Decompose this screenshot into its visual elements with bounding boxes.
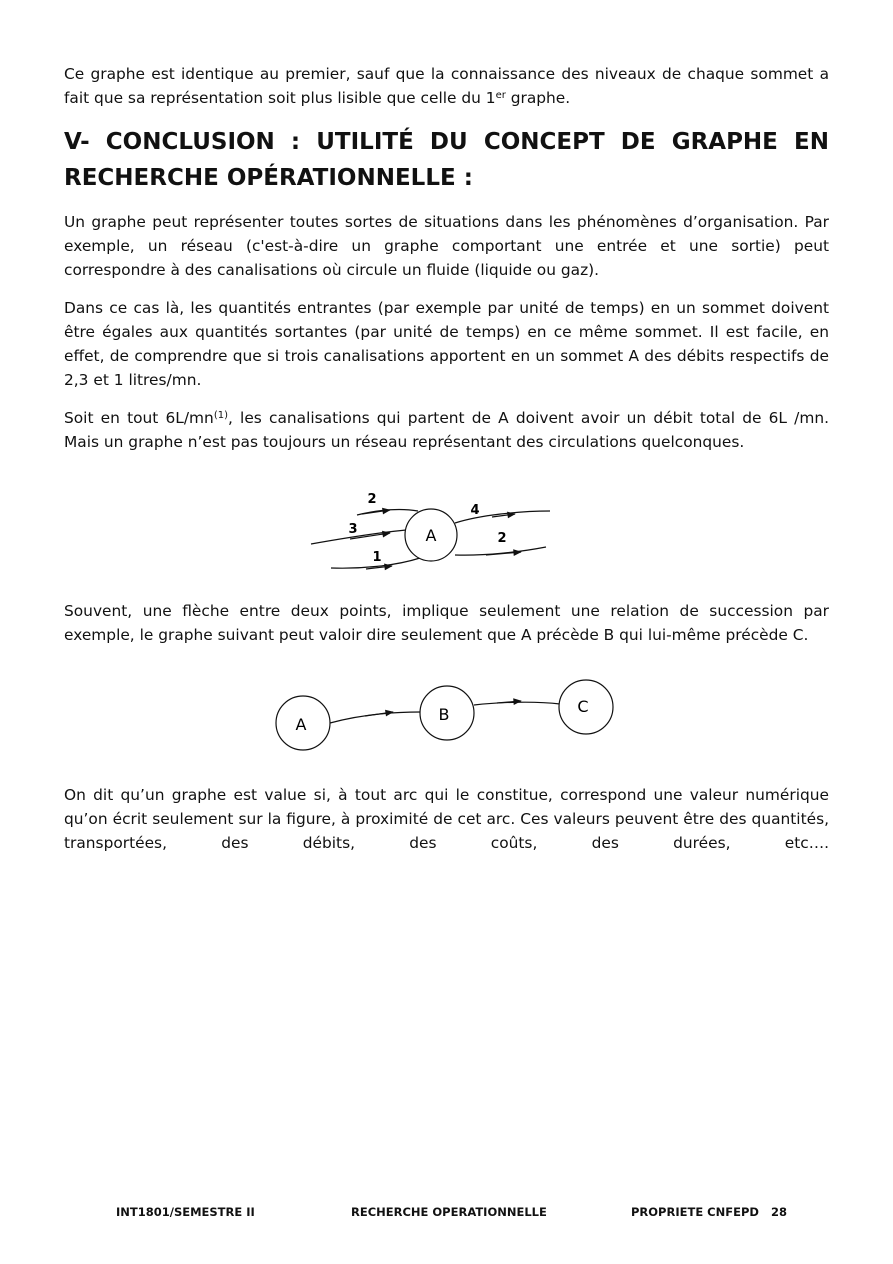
section-heading: V- CONCLUSION : UTILITÉ DU CONCEPT DE GRAPHE EN RECHERCHE OPÉRATIONNELLE : <box>64 129 829 191</box>
node-b-label: B <box>438 705 450 724</box>
document-body-3 <box>64 783 829 855</box>
outgoing-label-2: 2 <box>497 531 507 546</box>
page-footer <box>0 1205 893 1221</box>
paragraph-3: Soit en tout $6L/mn^{(1)}$, les canalisations qui partent de A doivent avoir un débit total de 6L /mn. Mais un graphe n’est pas toujours un réseau représentant des circulations quelconques. <box>64 409 830 451</box>
node-a-label: A <box>425 526 437 545</box>
incoming-label-2: 2 <box>367 492 377 507</box>
footer-course-title: RECHERCHE OPERATIONNELLE <box>351 1205 547 1219</box>
arc-a-b-arrow <box>365 712 393 716</box>
arc-b-c <box>474 702 560 705</box>
intro-paragraph: Ce graphe est identique au premier, sauf que la connaissance des niveaux de chaque sommet a fait que sa représentation soit plus lisible que celle du 1er graphe. <box>64 65 829 107</box>
incoming-label-3: 3 <box>348 522 358 537</box>
node-c-label: C <box>577 697 589 716</box>
paragraph-2: Dans ce cas là, les quantités entrantes (par exemple par unité de temps) en un sommet doivent être égales aux quantités sortantes (par unité de temps) en ce même sommet. Il est facile, en effet, de comprendre que si trois canalisations apportent en un sommet A des débits respectifs de 2,3 et 1 litres/mn. <box>64 299 829 389</box>
superscript: er <box>495 90 506 101</box>
paragraph-4: Souvent, une flèche entre deux points, implique seulement une relation de succession par exemple, le graphe suivant peut valoir dire seulement que A précède B qui lui-même précède C. <box>64 602 829 644</box>
paragraph-1: Un graphe peut représenter toutes sortes de situations dans les phénomènes d’organisation. Par exemple, un réseau (c'est-à-dire un graphe comportant une entrée et une sortie) peut correspondre à des canalisations où circule un fluide (liquide ou gaz). <box>64 213 829 279</box>
arc-a-b <box>330 712 420 723</box>
outgoing-label-4: 4 <box>470 503 480 518</box>
footer-property: PROPRIETE CNFEPD <box>631 1205 759 1219</box>
paragraph-5: On dit qu’un graphe est value si, à tout arc qui le constitue, correspond une valeur numérique qu’on écrit seulement sur la figure, à proximité de cet arc. Ces valeurs peuvent être des quantités, transportées, des débits, des coûts, des durées, etc…. <box>64 786 829 852</box>
incoming-label-1: 1 <box>372 550 382 565</box>
footnote-ref: (1) <box>213 410 228 421</box>
footer-course-code: INT1801/SEMESTRE II <box>116 1205 255 1219</box>
page-number: 28 <box>771 1205 788 1219</box>
node-a-label: A <box>295 715 307 734</box>
